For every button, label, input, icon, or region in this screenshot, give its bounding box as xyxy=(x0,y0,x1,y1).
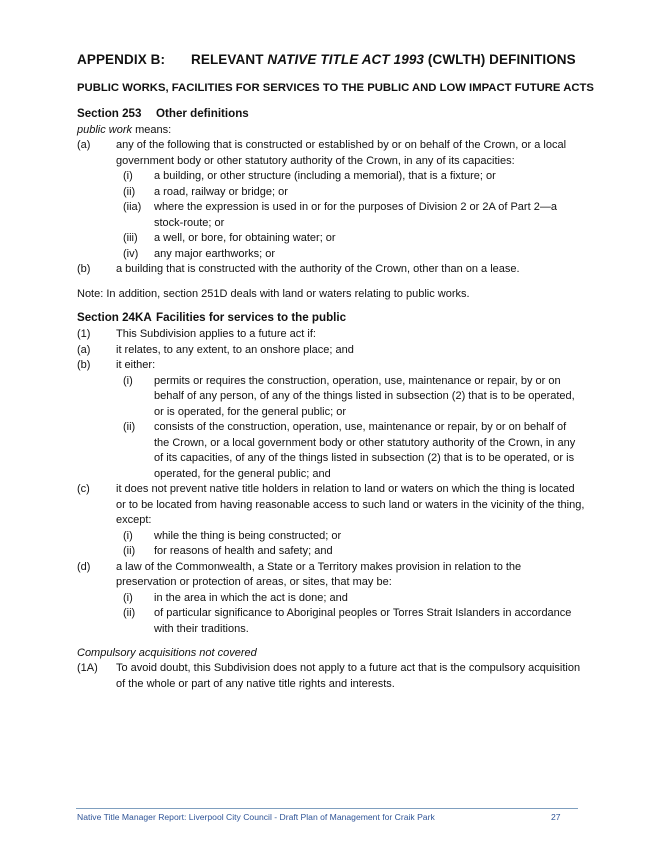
appendix-title xyxy=(191,53,576,67)
s253-a-line1: any of the following that is constructed or established by or on behalf of the Crown, or a local xyxy=(116,139,567,151)
s253-iia-line2: stock-route; or xyxy=(154,217,225,229)
compulsory-1a-line2: of the whole or part of any native title rights and interests. xyxy=(116,678,395,690)
section-253-number: Section 253 xyxy=(77,107,142,120)
s24ka-c-line1: it does not prevent native title holders in relation to land or waters on which the thing is located xyxy=(116,483,575,495)
s24ka-ci-text: while the thing is being constructed; or xyxy=(154,530,342,542)
compulsory-1a-line1: To avoid doubt, this Subdivision does not apply to a future act that is the compulsory acquisition xyxy=(116,662,581,674)
s24ka-c-line3: except: xyxy=(116,514,152,526)
public-work-term: public work xyxy=(77,124,133,136)
s253-iii-label: (iii) xyxy=(123,232,138,244)
s24ka-cii-label: (ii) xyxy=(123,545,136,557)
s253-iii-text: a well, or bore, for obtaining water; or xyxy=(154,232,336,244)
appendix-title-act: NATIVE TITLE ACT 1993 xyxy=(267,52,425,67)
s24ka-d-line2: preservation or protection of areas, or sites, that may be: xyxy=(116,576,392,588)
section-24ka-title: Facilities for services to the public xyxy=(156,311,347,324)
section-253-title: Other definitions xyxy=(156,107,249,120)
s24ka-bii-line1: consists of the construction, operation, use, maintenance or repair, by or on behalf of xyxy=(154,421,567,433)
s24ka-bi-label: (i) xyxy=(123,375,133,387)
page-number: 27 xyxy=(551,812,561,822)
s253-iia-line1: where the expression is used in or for the purposes of Division 2 or 2A of Part 2—a xyxy=(154,201,557,213)
public-work-intro xyxy=(77,123,171,137)
s24ka-bii-label: (ii) xyxy=(123,421,136,433)
footer-text: Native Title Manager Report: Liverpool City Council - Draft Plan of Management for Craik Park xyxy=(77,812,435,822)
s253-b-text: a building that is constructed with the authority of the Crown, other than on a lease. xyxy=(116,263,520,275)
s253-i-label: (i) xyxy=(123,170,133,182)
s24ka-b-label: (b) xyxy=(77,359,91,371)
s24ka-bi-line1: permits or requires the construction, operation, use, maintenance or repair, by or on xyxy=(154,375,561,387)
s24ka-dii-line1: of particular significance to Aboriginal peoples or Torres Strait Islanders in accordance xyxy=(154,607,572,619)
s24ka-di-text: in the area in which the act is done; and xyxy=(154,592,348,604)
s24ka-bii-line4: operated, for the general public; and xyxy=(154,468,331,480)
page-subtitle: PUBLIC WORKS, FACILITIES FOR SERVICES TO THE PUBLIC AND LOW IMPACT FUTURE ACTS xyxy=(77,82,594,94)
s24ka-dii-label: (ii) xyxy=(123,607,136,619)
s24ka-c-label: (c) xyxy=(77,483,90,495)
s253-ii-label: (ii) xyxy=(123,186,136,198)
s24ka-b-text: it either: xyxy=(116,359,156,371)
s24ka-bi-line2: behalf of any person, of any of the things listed in subsection (2) that is to be operated, xyxy=(154,390,575,402)
s24ka-ci-label: (i) xyxy=(123,530,133,542)
compulsory-heading: Compulsory acquisitions not covered xyxy=(77,647,257,659)
s24ka-c-line2: or to be located from having reasonable access to such land or waters in the vicinity of the thing, xyxy=(116,499,585,511)
compulsory-1a-label: (1A) xyxy=(77,662,98,674)
s24ka-1-text: This Subdivision applies to a future act if: xyxy=(116,328,316,340)
s24ka-di-label: (i) xyxy=(123,592,133,604)
s24ka-1-label: (1) xyxy=(77,328,91,340)
s253-iv-text: any major earthworks; or xyxy=(154,248,276,260)
s24ka-a-text: it relates, to any extent, to an onshore place; and xyxy=(116,344,354,356)
s253-iv-label: (iv) xyxy=(123,248,139,260)
s24ka-bii-line2: the Crown, or a local government body or other statutory authority of the Crown, in any xyxy=(154,437,576,449)
appendix-title-pre: RELEVANT xyxy=(191,52,268,67)
s24ka-a-label: (a) xyxy=(77,344,91,356)
s24ka-bi-line3: or is operated, for the general public; or xyxy=(154,406,347,418)
s253-iia-label: (iia) xyxy=(123,201,142,213)
appendix-title-post: (CWLTH) DEFINITIONS xyxy=(424,52,576,67)
s253-note: Note: In addition, section 251D deals with land or waters relating to public works. xyxy=(77,288,470,300)
s253-a-line2: government body or other statutory authority of the Crown, in any of its capacities: xyxy=(116,155,515,167)
s24ka-d-label: (d) xyxy=(77,561,91,573)
s253-a-label: (a) xyxy=(77,139,91,151)
s24ka-cii-text: for reasons of health and safety; and xyxy=(154,545,333,557)
s24ka-bii-line3: of its capacities, of any of the things listed in subsection (2) that is to be operated, or is xyxy=(154,452,575,464)
public-work-means: means: xyxy=(132,124,172,136)
s253-ii-text: a road, railway or bridge; or xyxy=(154,186,288,198)
s253-b-label: (b) xyxy=(77,263,91,275)
appendix-label: APPENDIX B: xyxy=(77,52,166,67)
s253-i-text: a building, or other structure (including a memorial), that is a fixture; or xyxy=(154,170,496,182)
s24ka-dii-line2: with their traditions. xyxy=(154,623,249,635)
footer-divider xyxy=(76,808,578,809)
s24ka-d-line1: a law of the Commonwealth, a State or a Territory makes provision in relation to the xyxy=(116,561,522,573)
section-24ka-number: Section 24KA xyxy=(77,311,152,324)
